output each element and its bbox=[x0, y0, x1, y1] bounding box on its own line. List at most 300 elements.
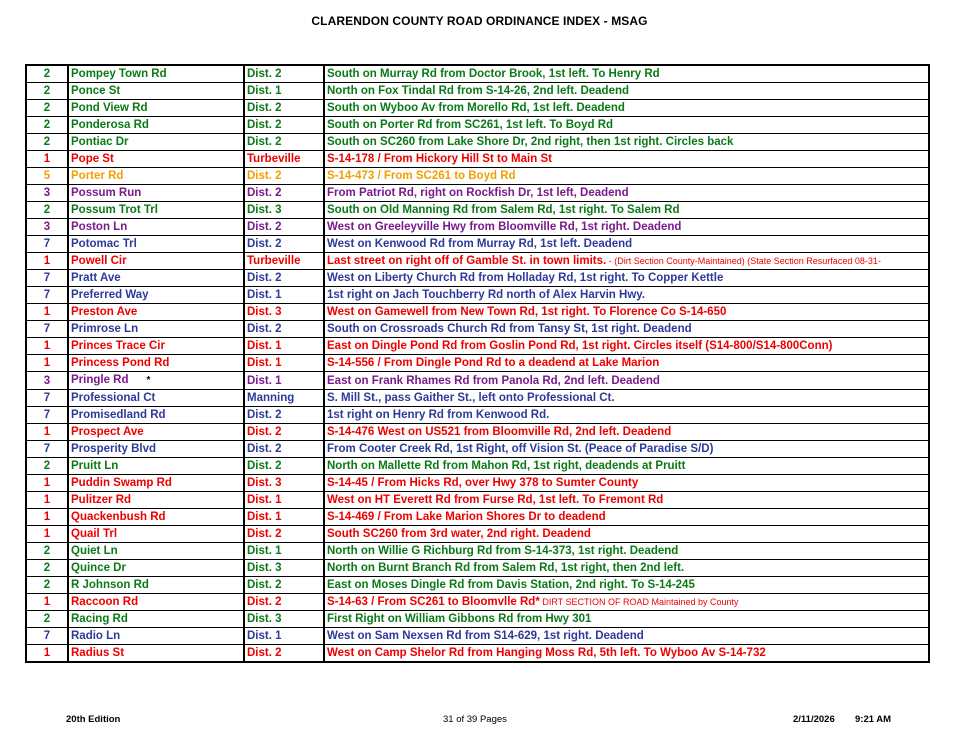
row-code-text: 2 bbox=[43, 579, 51, 591]
road-name-text: Preston Ave bbox=[71, 306, 138, 318]
road-name-text: Prosperity Blvd bbox=[71, 443, 156, 455]
row-code-text: 1 bbox=[43, 153, 51, 165]
directions bbox=[324, 236, 929, 253]
district bbox=[244, 424, 324, 441]
district-text: Dist. 2 bbox=[247, 272, 282, 284]
directions bbox=[324, 304, 929, 321]
directions-text: S-14-178 / From Hickory Hill St to Main St bbox=[327, 153, 552, 165]
district-text: Dist. 2 bbox=[247, 102, 282, 114]
road-name-text: Ponderosa Rd bbox=[71, 119, 149, 131]
directions-note: - (Dirt Section County-Maintained) (State Section Resurfaced 08-31- bbox=[606, 256, 881, 266]
directions-text: West on HT Everett Rd from Furse Rd, 1st left. To Fremont Rd bbox=[327, 494, 664, 506]
row-code-text: 1 bbox=[43, 511, 51, 523]
directions bbox=[324, 509, 929, 526]
road-name bbox=[68, 424, 244, 441]
directions bbox=[324, 100, 929, 117]
row-code bbox=[26, 83, 68, 100]
directions-text: East on Moses Dingle Rd from Davis Station, 2nd right. To S-14-245 bbox=[327, 579, 695, 591]
road-name-text: Possum Run bbox=[71, 187, 142, 199]
road-name bbox=[68, 645, 244, 663]
footer-page-count: 31 of 39 Pages bbox=[443, 714, 507, 725]
road-name bbox=[68, 100, 244, 117]
table-row bbox=[26, 219, 929, 236]
table-row bbox=[26, 287, 929, 304]
directions bbox=[324, 458, 929, 475]
district bbox=[244, 117, 324, 134]
row-code-text: 1 bbox=[43, 255, 51, 267]
row-code bbox=[26, 100, 68, 117]
row-code-text: 3 bbox=[43, 374, 51, 387]
directions-text: S-14-45 / From Hicks Rd, over Hwy 378 to Sumter County bbox=[327, 477, 639, 489]
row-code bbox=[26, 577, 68, 594]
directions-text: South on Wyboo Av from Morello Rd, 1st left. Deadend bbox=[327, 102, 625, 114]
directions bbox=[324, 492, 929, 509]
table-row bbox=[26, 134, 929, 151]
directions-text: West on Sam Nexsen Rd from S14-629, 1st right. Deadend bbox=[327, 630, 644, 642]
directions bbox=[324, 543, 929, 560]
directions bbox=[324, 560, 929, 577]
row-code-text: 7 bbox=[43, 409, 51, 421]
directions bbox=[324, 577, 929, 594]
row-code-text: 2 bbox=[43, 204, 51, 216]
road-name bbox=[68, 390, 244, 407]
asterisk-mark: * bbox=[146, 375, 151, 386]
row-code-text: 1 bbox=[43, 340, 51, 352]
district-text: Dist. 3 bbox=[247, 306, 282, 318]
road-index-table bbox=[25, 64, 930, 663]
road-name-text: Primrose Ln bbox=[71, 323, 139, 335]
district bbox=[244, 458, 324, 475]
row-code bbox=[26, 560, 68, 577]
row-code-text: 2 bbox=[43, 102, 51, 114]
district bbox=[244, 355, 324, 372]
road-name bbox=[68, 492, 244, 509]
district-text: Dist. 2 bbox=[247, 409, 282, 421]
table-row bbox=[26, 645, 929, 663]
row-code bbox=[26, 270, 68, 287]
road-name-text: Quiet Ln bbox=[71, 545, 118, 557]
road-name-text: Pontiac Dr bbox=[71, 136, 129, 148]
district bbox=[244, 645, 324, 663]
road-name bbox=[68, 594, 244, 611]
directions-text: South on Murray Rd from Doctor Brook, 1st left. To Henry Rd bbox=[327, 68, 660, 80]
footer-time: 9:21 AM bbox=[855, 714, 892, 725]
row-code bbox=[26, 168, 68, 185]
directions-text: From Cooter Creek Rd, 1st Right, off Vision St. (Peace of Paradise S/D) bbox=[327, 443, 714, 455]
road-name-text: Pulitzer Rd bbox=[71, 494, 132, 506]
road-name-text: Pompey Town Rd bbox=[71, 68, 167, 80]
district-text: Dist. 2 bbox=[247, 579, 282, 591]
row-code bbox=[26, 185, 68, 202]
district bbox=[244, 577, 324, 594]
row-code bbox=[26, 338, 68, 355]
road-name bbox=[68, 458, 244, 475]
directions-text: From Patriot Rd, right on Rockfish Dr, 1st left, Deadend bbox=[327, 187, 629, 199]
row-code bbox=[26, 543, 68, 560]
district-text: Dist. 1 bbox=[247, 85, 282, 97]
district bbox=[244, 611, 324, 628]
directions bbox=[324, 338, 929, 355]
road-name-text: Poston Ln bbox=[71, 221, 128, 233]
table-row bbox=[26, 185, 929, 202]
district-text: Dist. 1 bbox=[247, 630, 282, 642]
table-row bbox=[26, 458, 929, 475]
district bbox=[244, 390, 324, 407]
district-text: Dist. 1 bbox=[247, 357, 282, 369]
district-text: Dist. 2 bbox=[247, 443, 282, 455]
road-name bbox=[68, 65, 244, 83]
directions bbox=[324, 526, 929, 543]
district-text: Turbeville bbox=[247, 255, 301, 267]
road-name bbox=[68, 134, 244, 151]
table-row bbox=[26, 509, 929, 526]
district bbox=[244, 168, 324, 185]
road-name bbox=[68, 304, 244, 321]
district-text: Dist. 1 bbox=[247, 511, 282, 523]
table-row bbox=[26, 83, 929, 100]
road-name bbox=[68, 441, 244, 458]
directions bbox=[324, 441, 929, 458]
row-code-text: 7 bbox=[43, 323, 51, 335]
road-name bbox=[68, 577, 244, 594]
road-name-text: Puddin Swamp Rd bbox=[71, 477, 172, 489]
road-name bbox=[68, 338, 244, 355]
row-code-text: 1 bbox=[43, 426, 51, 438]
table-row bbox=[26, 390, 929, 407]
page-title: CLARENDON COUNTY ROAD ORDINANCE INDEX - MSAG bbox=[311, 14, 648, 28]
row-code bbox=[26, 65, 68, 83]
row-code bbox=[26, 202, 68, 219]
table-row bbox=[26, 338, 929, 355]
directions bbox=[324, 270, 929, 287]
district-text: Dist. 1 bbox=[247, 340, 282, 352]
district-text: Dist. 2 bbox=[247, 238, 282, 250]
row-code bbox=[26, 321, 68, 338]
directions-text: West on Kenwood Rd from Murray Rd, 1st left. Deadend bbox=[327, 238, 633, 250]
district-text: Dist. 2 bbox=[247, 170, 282, 182]
district-text: Dist. 3 bbox=[247, 613, 282, 625]
directions bbox=[324, 134, 929, 151]
directions-text: West on Camp Shelor Rd from Hanging Moss Rd, 5th left. To Wyboo Av S-14-732 bbox=[327, 647, 766, 659]
road-name-text: Professional Ct bbox=[71, 392, 156, 404]
road-index-body bbox=[26, 65, 929, 662]
footer-edition: 20th Edition bbox=[66, 714, 121, 725]
directions-text: South on Porter Rd from SC261, 1st left. To Boyd Rd bbox=[327, 119, 614, 131]
road-name bbox=[68, 253, 244, 270]
row-code-text: 1 bbox=[43, 357, 51, 369]
row-code bbox=[26, 594, 68, 611]
directions bbox=[324, 65, 929, 83]
road-name-text: Princess Pond Rd bbox=[71, 357, 170, 369]
directions-text: S-14-556 / From Dingle Pond Rd to a deadend at Lake Marion bbox=[327, 357, 660, 369]
row-code bbox=[26, 236, 68, 253]
row-code-text: 2 bbox=[43, 119, 51, 131]
directions bbox=[324, 253, 929, 270]
district bbox=[244, 628, 324, 645]
directions-text: S-14-476 West on US521 from Bloomville Rd, 2nd left. Deadend bbox=[327, 426, 672, 438]
table-row bbox=[26, 543, 929, 560]
directions-text: Last street on right off of Gamble St. in town limits. bbox=[327, 255, 607, 267]
row-code bbox=[26, 492, 68, 509]
district bbox=[244, 321, 324, 338]
directions bbox=[324, 628, 929, 645]
district bbox=[244, 219, 324, 236]
directions bbox=[324, 407, 929, 424]
district-text: Dist. 2 bbox=[247, 426, 282, 438]
road-name bbox=[68, 475, 244, 492]
row-code bbox=[26, 134, 68, 151]
district bbox=[244, 185, 324, 202]
row-code-text: 7 bbox=[43, 392, 51, 404]
row-code-text: 2 bbox=[43, 562, 51, 574]
road-name-text: Possum Trot Trl bbox=[71, 204, 158, 216]
road-name bbox=[68, 168, 244, 185]
row-code-text: 5 bbox=[43, 170, 51, 182]
road-name bbox=[68, 83, 244, 100]
directions-text: South on SC260 from Lake Shore Dr, 2nd right, then 1st right. Circles back bbox=[327, 136, 734, 148]
road-name bbox=[68, 509, 244, 526]
district bbox=[244, 253, 324, 270]
district-text: Turbeville bbox=[247, 153, 301, 165]
row-code bbox=[26, 287, 68, 304]
directions-text: North on Willie G Richburg Rd from S-14-373, 1st right. Deadend bbox=[327, 545, 679, 557]
district bbox=[244, 526, 324, 543]
road-name bbox=[68, 321, 244, 338]
row-code-text: 7 bbox=[43, 630, 51, 642]
district bbox=[244, 65, 324, 83]
table-row bbox=[26, 424, 929, 441]
road-name-text: Pruitt Ln bbox=[71, 460, 119, 472]
district bbox=[244, 202, 324, 219]
district-text: Dist. 2 bbox=[247, 187, 282, 199]
row-code-text: 2 bbox=[43, 460, 51, 472]
directions bbox=[324, 287, 929, 304]
directions bbox=[324, 83, 929, 100]
directions bbox=[324, 321, 929, 338]
row-code-text: 1 bbox=[43, 477, 51, 489]
table-row bbox=[26, 117, 929, 134]
row-code-text: 2 bbox=[43, 136, 51, 148]
road-name bbox=[68, 407, 244, 424]
road-name bbox=[68, 287, 244, 304]
road-name bbox=[68, 355, 244, 372]
row-code-text: 7 bbox=[43, 238, 51, 250]
row-code bbox=[26, 645, 68, 663]
row-code bbox=[26, 526, 68, 543]
table-row bbox=[26, 526, 929, 543]
district-text: Dist. 2 bbox=[247, 460, 282, 472]
road-name-text: Racing Rd bbox=[71, 613, 128, 625]
row-code-text: 7 bbox=[43, 272, 51, 284]
road-name-text: Quince Dr bbox=[71, 562, 126, 574]
directions-note: DIRT SECTION OF ROAD Maintained by County bbox=[539, 597, 739, 607]
directions-text: South SC260 from 3rd water, 2nd right. Deadend bbox=[327, 528, 591, 540]
table-row bbox=[26, 100, 929, 117]
row-code bbox=[26, 253, 68, 270]
row-code bbox=[26, 219, 68, 236]
directions-text: East on Dingle Pond Rd from Goslin Pond Rd, 1st right. Circles itself (S14-800/S14-800Conn) bbox=[327, 340, 833, 352]
table-row bbox=[26, 202, 929, 219]
district bbox=[244, 270, 324, 287]
table-row bbox=[26, 492, 929, 509]
row-code bbox=[26, 628, 68, 645]
district bbox=[244, 338, 324, 355]
row-code bbox=[26, 509, 68, 526]
district-text: Dist. 2 bbox=[247, 323, 282, 335]
directions bbox=[324, 151, 929, 168]
table-row bbox=[26, 304, 929, 321]
directions-text: First Right on William Gibbons Rd from Hwy 301 bbox=[327, 613, 592, 625]
table-row bbox=[26, 475, 929, 492]
table-row bbox=[26, 253, 929, 270]
table-row bbox=[26, 628, 929, 645]
road-name-text: Raccoon Rd bbox=[71, 596, 139, 608]
road-name-text: Preferred Way bbox=[71, 289, 149, 301]
directions bbox=[324, 117, 929, 134]
road-name-text: Pratt Ave bbox=[71, 272, 121, 284]
table-row bbox=[26, 168, 929, 185]
district bbox=[244, 372, 324, 390]
directions bbox=[324, 355, 929, 372]
road-name bbox=[68, 543, 244, 560]
district-text: Dist. 1 bbox=[247, 494, 282, 506]
row-code bbox=[26, 117, 68, 134]
directions bbox=[324, 611, 929, 628]
directions bbox=[324, 168, 929, 185]
road-name-text: Quail Trl bbox=[71, 528, 118, 540]
table-row bbox=[26, 65, 929, 83]
district-text: Dist. 1 bbox=[247, 289, 282, 301]
district bbox=[244, 100, 324, 117]
table-row bbox=[26, 611, 929, 628]
table-row bbox=[26, 577, 929, 594]
road-name bbox=[68, 151, 244, 168]
table-row bbox=[26, 270, 929, 287]
district-text: Dist. 3 bbox=[247, 477, 282, 489]
district bbox=[244, 509, 324, 526]
directions-text: North on Burnt Branch Rd from Salem Rd, 1st right, then 2nd left. bbox=[327, 562, 685, 574]
road-name-text: Quackenbush Rd bbox=[71, 511, 166, 523]
district-text: Dist. 2 bbox=[247, 68, 282, 80]
directions-text: North on Mallette Rd from Mahon Rd, 1st right, deadends at Pruitt bbox=[327, 460, 686, 472]
row-code bbox=[26, 475, 68, 492]
row-code-text: 3 bbox=[43, 187, 51, 199]
directions-text: South on Crossroads Church Rd from Tansy St, 1st right. Deadend bbox=[327, 323, 692, 335]
road-name bbox=[68, 628, 244, 645]
road-name-text: Pope St bbox=[71, 153, 114, 165]
directions-text: S-14-469 / From Lake Marion Shores Dr to deadend bbox=[327, 511, 606, 523]
district-text: Dist. 2 bbox=[247, 221, 282, 233]
directions-text: North on Fox Tindal Rd from S-14-26, 2nd left. Deadend bbox=[327, 85, 630, 97]
table-row bbox=[26, 151, 929, 168]
district bbox=[244, 134, 324, 151]
row-code-text: 2 bbox=[43, 545, 51, 557]
table-row bbox=[26, 560, 929, 577]
table-row bbox=[26, 355, 929, 372]
row-code-text: 7 bbox=[43, 443, 51, 455]
row-code bbox=[26, 407, 68, 424]
district-text: Dist. 2 bbox=[247, 528, 282, 540]
row-code-text: 1 bbox=[43, 528, 51, 540]
row-code bbox=[26, 441, 68, 458]
directions bbox=[324, 594, 929, 611]
road-name bbox=[68, 560, 244, 577]
district bbox=[244, 287, 324, 304]
row-code bbox=[26, 304, 68, 321]
directions bbox=[324, 185, 929, 202]
table-row bbox=[26, 407, 929, 424]
row-code-text: 1 bbox=[43, 494, 51, 506]
row-code bbox=[26, 355, 68, 372]
district bbox=[244, 492, 324, 509]
road-name-text: Prospect Ave bbox=[71, 426, 144, 438]
district bbox=[244, 594, 324, 611]
district bbox=[244, 441, 324, 458]
row-code-text: 3 bbox=[43, 221, 51, 233]
row-code bbox=[26, 424, 68, 441]
road-name-text: R Johnson Rd bbox=[71, 579, 149, 591]
road-name-text: Powell Cir bbox=[71, 255, 127, 267]
directions bbox=[324, 219, 929, 236]
road-name bbox=[68, 372, 244, 390]
row-code-text: 1 bbox=[43, 596, 51, 608]
district-text: Dist. 1 bbox=[247, 545, 282, 557]
footer-date: 2/11/2026 bbox=[793, 714, 835, 725]
row-code-text: 2 bbox=[43, 613, 51, 625]
district-text: Manning bbox=[247, 392, 295, 404]
road-name bbox=[68, 526, 244, 543]
road-name-text: Pringle Rd bbox=[71, 374, 129, 386]
directions-text: S-14-473 / From SC261 to Boyd Rd bbox=[327, 170, 516, 182]
road-name bbox=[68, 185, 244, 202]
row-code-text: 1 bbox=[43, 306, 51, 318]
directions-text: West on Liberty Church Rd from Holladay Rd, 1st right. To Copper Kettle bbox=[327, 272, 724, 284]
directions bbox=[324, 390, 929, 407]
road-name bbox=[68, 270, 244, 287]
road-name-text: Porter Rd bbox=[71, 170, 124, 182]
directions-text: 1st right on Henry Rd from Kenwood Rd. bbox=[327, 409, 550, 421]
row-code-text: 1 bbox=[43, 647, 51, 659]
district bbox=[244, 236, 324, 253]
row-code bbox=[26, 458, 68, 475]
district bbox=[244, 543, 324, 560]
district bbox=[244, 151, 324, 168]
district-text: Dist. 2 bbox=[247, 647, 282, 659]
district-text: Dist. 2 bbox=[247, 596, 282, 608]
road-name-text: Potomac Trl bbox=[71, 238, 137, 250]
directions-text: West on Greeleyville Hwy from Bloomville Rd, 1st right. Deadend bbox=[327, 221, 682, 233]
district bbox=[244, 475, 324, 492]
district bbox=[244, 304, 324, 321]
district bbox=[244, 83, 324, 100]
road-name bbox=[68, 219, 244, 236]
row-code bbox=[26, 390, 68, 407]
row-code bbox=[26, 372, 68, 390]
directions-text: West on Gamewell from New Town Rd, 1st right. To Florence Co S-14-650 bbox=[327, 306, 727, 318]
directions-text: 1st right on Jach Touchberry Rd north of Alex Harvin Hwy. bbox=[327, 289, 645, 301]
road-name bbox=[68, 236, 244, 253]
road-name bbox=[68, 611, 244, 628]
directions bbox=[324, 424, 929, 441]
road-name-text: Pond View Rd bbox=[71, 102, 148, 114]
directions bbox=[324, 202, 929, 219]
table-row bbox=[26, 236, 929, 253]
directions-text: East on Frank Rhames Rd from Panola Rd, 2nd left. Deadend bbox=[327, 374, 660, 387]
directions-text: S-14-63 / From SC261 to Bloomvlle Rd* bbox=[327, 596, 540, 608]
district bbox=[244, 407, 324, 424]
road-name-text: Radius St bbox=[71, 647, 125, 659]
row-code bbox=[26, 611, 68, 628]
